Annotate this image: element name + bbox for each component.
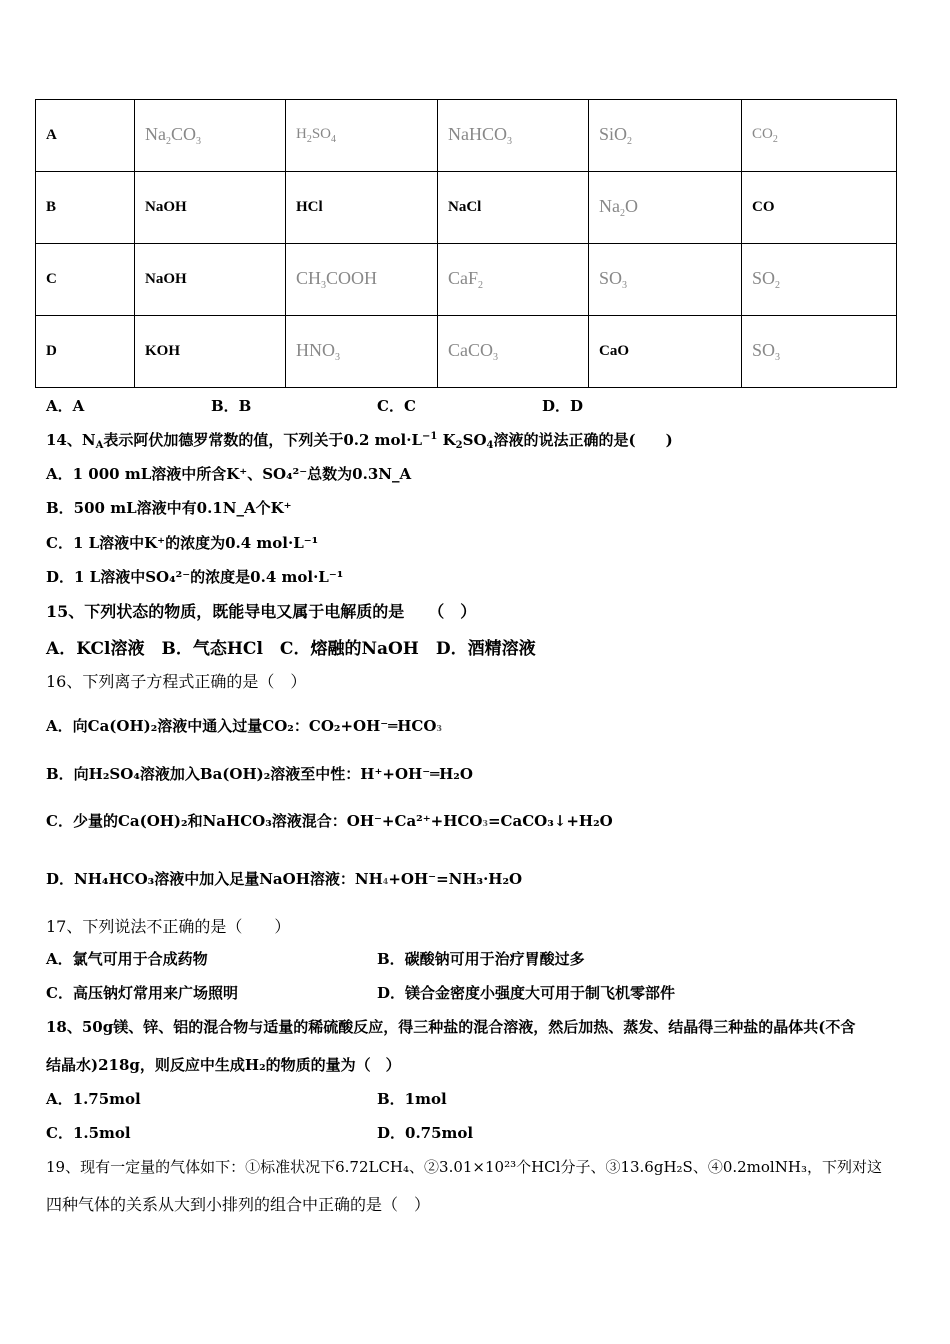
table-row: [36, 172, 897, 244]
formula-part: CO: [171, 124, 197, 144]
table-cell: [589, 172, 742, 244]
substance-table: [35, 99, 897, 388]
formula-part: SO: [599, 268, 623, 288]
row-label: A: [36, 100, 135, 172]
formula-part: 4: [331, 134, 337, 145]
table-cell: [438, 244, 589, 316]
q14-stem: 14、$N_A$表示阿伏加德罗常数的值，下列关于0.2 $mol\cdot L^{-1}$ $K_2SO_4$溶液的说法正确的是( ): [46, 431, 673, 451]
formula-part: 2: [306, 134, 312, 145]
formula-part: 2: [775, 280, 781, 291]
table-cell: [286, 100, 438, 172]
table-cell: [438, 100, 589, 172]
table-cell: [438, 316, 589, 388]
q19-stem-line1: 19、现有一定量的气体如下：①标准状况下6.72LCH₄、②3.01×10²³个HCl分子、③13.6gH₂S、④0.2molNH₃，下列对这: [46, 1158, 882, 1176]
q14-option-a: A．1 000 mL溶液中所含K⁺、SO₄²⁻总数为0.3N_A: [46, 465, 412, 483]
formula-part: SiO: [599, 124, 628, 144]
formula-part: 2: [478, 280, 484, 291]
formula-part: NaHCO: [448, 124, 507, 144]
q17-option-c: C．高压钠灯常用来广场照明: [46, 984, 238, 1002]
formula-part: 2: [627, 136, 633, 147]
q16-stem: 16、下列离子方程式正确的是（ ）: [46, 672, 307, 691]
table-cell: NaCl: [438, 172, 589, 244]
formula-part: SO: [752, 268, 776, 288]
formula-part: H: [296, 126, 307, 142]
q17-option-a: A．氯气可用于合成药物: [46, 950, 208, 968]
formula-part: CH: [296, 268, 322, 288]
formula-part: 3: [507, 136, 512, 147]
formula-part: SO: [752, 340, 776, 360]
table-cell: CO: [742, 172, 897, 244]
table-cell: CaO: [589, 316, 742, 388]
q13-option-c: C．C: [377, 397, 416, 415]
table-cell: [135, 100, 286, 172]
q13-option-b: B．B: [211, 397, 252, 415]
q18-stem-line2: 结晶水)218g，则反应中生成H₂的物质的量为（ ）: [46, 1056, 401, 1074]
q14-option-c: C．1 L溶液中K⁺的浓度为0.4 mol·L⁻¹: [46, 534, 319, 552]
table-cell: KOH: [135, 316, 286, 388]
q14-option-d: D．1 L溶液中SO₄²⁻的浓度是0.4 mol·L⁻¹: [46, 568, 344, 586]
formula-part: O: [625, 196, 638, 216]
table-cell: [742, 244, 897, 316]
table-cell: [286, 244, 438, 316]
q17-option-b: B．碳酸钠可用于治疗胃酸过多: [377, 950, 585, 968]
formula-part: 2: [166, 136, 171, 147]
q13-option-d: D．D: [542, 397, 584, 415]
table-cell: NaOH: [135, 172, 286, 244]
formula-part: 3: [622, 280, 628, 291]
table-cell: [742, 316, 897, 388]
formula-part: SO: [311, 126, 332, 142]
row-label: C: [36, 244, 135, 316]
formula-part: HNO: [296, 340, 335, 360]
table-cell: HCl: [286, 172, 438, 244]
q13-option-a: A．A: [46, 397, 85, 415]
q16-option-a: A．向Ca(OH)₂溶液中通入过量CO₂：CO₂+OH⁻═HCO3: [46, 717, 442, 735]
table-cell: [286, 316, 438, 388]
q18-stem-line1: 18、50g镁、锌、铝的混合物与适量的稀硫酸反应，得三种盐的混合溶液，然后加热、蒸发、结晶得三种盐的晶体共(不含: [46, 1018, 856, 1036]
formula-part: Na: [599, 196, 620, 216]
table-row: [36, 316, 897, 388]
formula-part: 3: [321, 280, 327, 291]
formula-part: 2: [620, 208, 625, 219]
q16-option-c: C．少量的Ca(OH)₂和NaHCO₃溶液混合：OH⁻+Ca²⁺+HCO3=CaCO₃↓+H₂O: [46, 812, 613, 830]
q18-option-b: B．1mol: [377, 1090, 447, 1108]
row-label: D: [36, 316, 135, 388]
q16-option-d: D．NH₄HCO₃溶液中加入足量NaOH溶液：NH4+OH⁻=NH₃·H₂O: [46, 870, 523, 888]
q17-option-d: D．镁合金密度小强度大可用于制飞机零部件: [377, 984, 676, 1002]
q19-stem-line2: 四种气体的关系从大到小排列的组合中正确的是（ ）: [46, 1195, 431, 1214]
q18-option-a: A．1.75mol: [46, 1090, 141, 1108]
formula-part: 2: [772, 134, 778, 145]
formula-part: CaF: [448, 268, 479, 288]
table-row: [36, 244, 897, 316]
table-row: [36, 100, 897, 172]
table-cell: [589, 100, 742, 172]
table-cell: NaOH: [135, 244, 286, 316]
q17-stem: 17、下列说法不正确的是（ ）: [46, 917, 291, 936]
table-cell: [589, 244, 742, 316]
q15-stem: 15、下列状态的物质，既能导电又属于电解质的是 （ ）: [46, 602, 477, 621]
q18-option-d: D．0.75mol: [377, 1124, 474, 1142]
q18-option-c: C．1.5mol: [46, 1124, 131, 1142]
formula-part: 3: [196, 136, 202, 147]
formula-part: CaCO: [448, 340, 493, 360]
formula-part: COOH: [326, 268, 378, 288]
formula-part: CO: [752, 126, 773, 142]
row-label: B: [36, 172, 135, 244]
q16-option-b: B．向H₂SO₄溶液加入Ba(OH)₂溶液至中性：H⁺+OH⁻═H₂O: [46, 765, 473, 783]
formula-part: 3: [335, 352, 340, 363]
formula-part: 3: [775, 352, 781, 363]
formula-part: 3: [493, 352, 498, 363]
formula-part: Na: [145, 124, 166, 144]
q15-options: A．KCl溶液 B．气态HCl C．熔融的NaOH D．酒精溶液: [46, 639, 536, 659]
table-cell: [742, 100, 897, 172]
q14-option-b: B．500 mL溶液中有0.1N_A个K⁺: [46, 499, 292, 517]
